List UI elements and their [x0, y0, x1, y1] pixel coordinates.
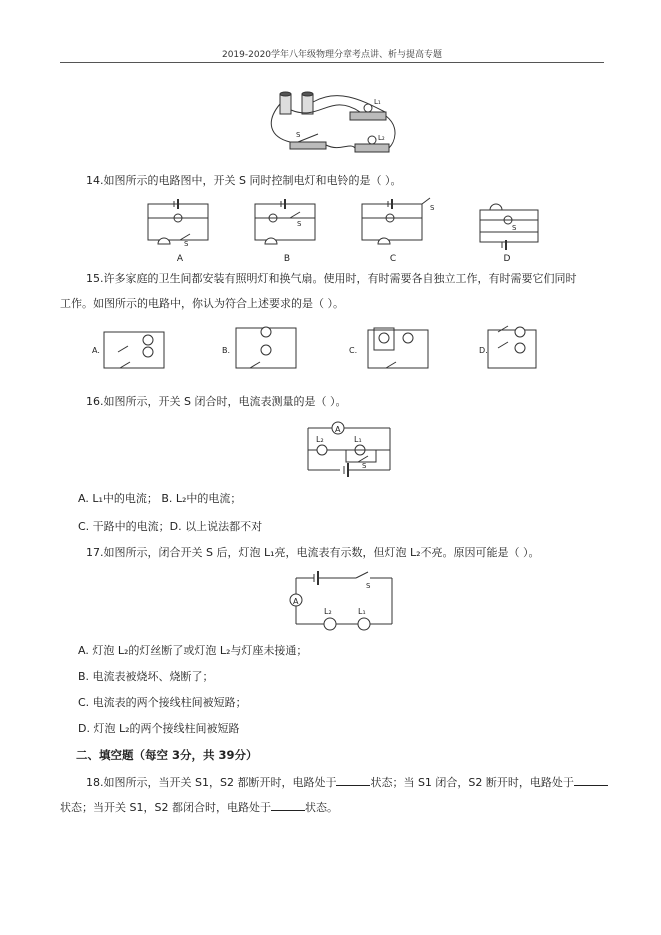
q15-line2: 工作。如图所示的电路中，你认为符合上述要求的是（ ）。: [60, 297, 344, 310]
q14-caption-a: A: [176, 254, 184, 264]
q16-options-cd: C. 干路中的电流；D. 以上说法都不对: [78, 520, 263, 533]
section-title: 二、填空题（每空 3分，共 39分）: [76, 748, 258, 762]
blank-1[interactable]: [336, 776, 370, 786]
q15-label-d: D.: [479, 346, 488, 355]
q14-caption-d: D: [503, 254, 511, 264]
svg-text:L₁: L₁: [354, 435, 362, 444]
q16-options-ab: A. L₁中的电流； B. L₂中的电流；: [78, 492, 242, 505]
q17-circuit: [284, 568, 404, 634]
svg-text:S: S: [430, 204, 435, 212]
q15-line1: 15.许多家庭的卫生间都安装有照明灯和换气扇。使用时，有时需要各自独立工作，有时需要它们同时: [86, 272, 577, 285]
svg-text:A: A: [293, 597, 299, 606]
header-rule: [60, 62, 604, 63]
blank-3[interactable]: [271, 801, 305, 811]
svg-text:S: S: [296, 131, 301, 139]
svg-text:L₂: L₂: [324, 607, 332, 616]
q18-line1: 18.如图所示，当开关 S1，S2 都断开时，电路处于 状态；当 S1 闭合，S2 断开时，电路处于: [86, 776, 608, 790]
physical-circuit-figure: [270, 82, 400, 162]
q16-circuit: [300, 418, 400, 480]
q15-label-b: B.: [222, 346, 231, 355]
battery-2: [302, 94, 313, 114]
svg-text:S: S: [512, 224, 517, 232]
q14-caption-b: B: [283, 254, 291, 264]
switch-base: [290, 142, 326, 149]
q15-label-a: A.: [92, 346, 100, 355]
page-header: 2019-2020学年八年级物理分章考点讲、析与提高专题: [221, 50, 443, 60]
q14-caption-c: C: [389, 254, 397, 264]
svg-text:S: S: [362, 462, 367, 470]
q17-option-b: B. 电流表被烧坏、烧断了；: [78, 670, 214, 683]
blank-2[interactable]: [574, 776, 608, 786]
q17-option-d: D. 灯泡 L₂的两个接线柱间被短路: [78, 722, 240, 735]
q14-circuits: [140, 196, 580, 256]
q17-option-c: C. 电流表的两个接线柱间被短路；: [78, 696, 247, 709]
q14-stem: 14.如图所示的电路图中，开关 S 同时控制电灯和电铃的是（ ）。: [86, 174, 402, 187]
q17-stem: 17.如图所示，闭合开关 S 后，灯泡 L₁亮，电流表有示数，但灯泡 L₂不亮。原因可能是（ ）。: [86, 546, 540, 559]
svg-text:S: S: [297, 220, 302, 228]
lamp-base-l1: [350, 112, 386, 120]
svg-text:A: A: [335, 425, 341, 434]
q18-line2: 状态；当开关 S1，S2 都闭合时，电路处于 状态。: [60, 801, 338, 814]
svg-text:L₁: L₁: [358, 607, 366, 616]
lamp-base-l2: [355, 144, 389, 152]
svg-text:S: S: [184, 240, 189, 248]
q17-option-a: A. 灯泡 L₂的灯丝断了或灯泡 L₂与灯座未接通；: [78, 644, 308, 657]
q15-label-c: C.: [349, 346, 358, 355]
svg-text:L₂: L₂: [316, 435, 324, 444]
battery-1: [280, 94, 291, 114]
svg-text:L₁: L₁: [374, 98, 381, 106]
q16-stem: 16.如图所示，开关 S 闭合时，电流表测量的是（ ）。: [86, 395, 347, 408]
svg-text:L₂: L₂: [378, 134, 385, 142]
svg-text:S: S: [366, 582, 371, 590]
